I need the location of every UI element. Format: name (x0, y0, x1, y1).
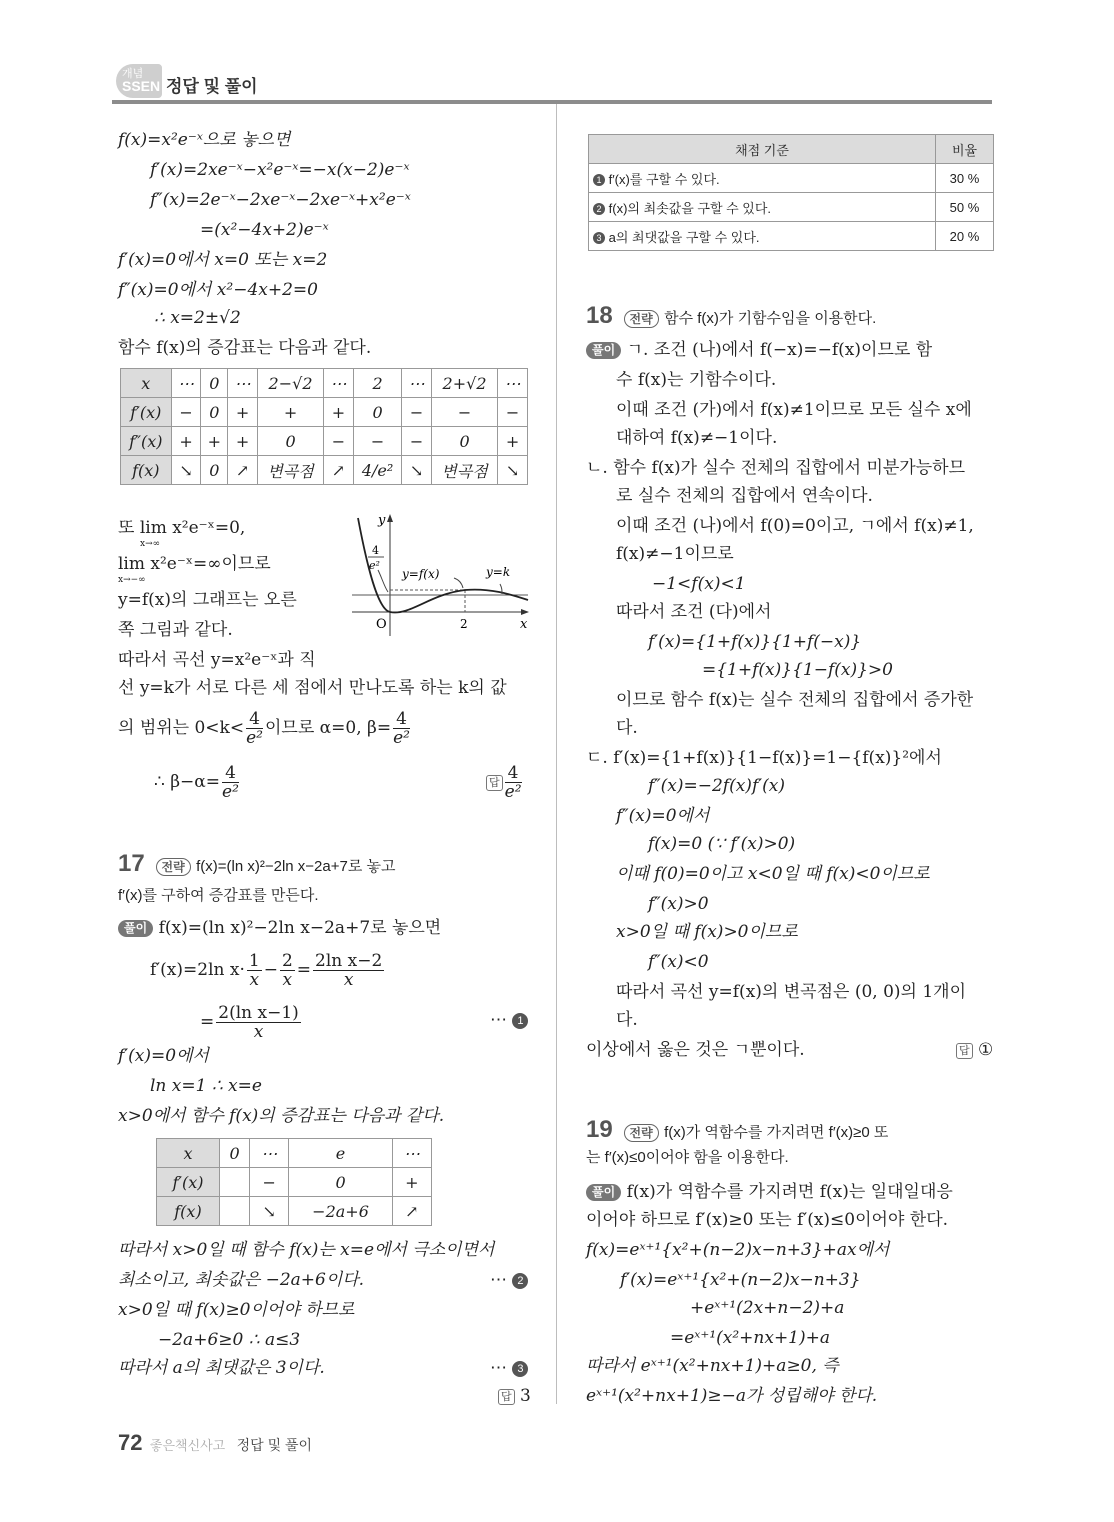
line: f′(x)=0에서 x=0 또는 x=2 (118, 250, 328, 270)
table-cell: 0 (219, 1139, 249, 1168)
line: 따라서 x>0일 때 함수 f(x)는 x=e에서 극소이면서 (118, 1240, 495, 1260)
axis-x-label: x (520, 617, 528, 632)
scoring-row: 2 f(x)의 최솟값을 구할 수 있다. 50 % (589, 193, 994, 222)
line: f″(x)=0에서 x²−4x+2=0 (118, 280, 318, 300)
line: x>0에서 함수 f(x)의 증감표는 다음과 같다. (118, 1106, 445, 1126)
right-column (586, 128, 996, 1418)
line: 이때 f(0)=0이고 x<0일 때 f(x)<0이므로 (616, 864, 930, 884)
table-cell: 0 (201, 456, 228, 485)
line: y=f(x)의 그래프는 오른 (118, 590, 297, 610)
scoring-table (588, 134, 994, 251)
line: 따라서 곡선 y=f(x)의 변곡점은 (0, 0)의 1개이 (616, 982, 967, 1002)
table-row (157, 1139, 432, 1168)
q18-header: 18 전략 함수 f(x)가 기함수임을 이용한다. (586, 302, 877, 329)
line: 따라서 조건 (다)에서 (616, 602, 772, 622)
table-cell: − (402, 427, 432, 456)
fraction-den: e² (369, 559, 380, 572)
line: 이므로 함수 f(x)는 실수 전체의 집합에서 증가한 (616, 690, 974, 710)
line: 다. (616, 1010, 638, 1030)
line: 풀이 f(x)=(ln x)²−2ln x−2a+7로 놓으면 (118, 916, 441, 940)
left-column (118, 128, 538, 1418)
table-row (121, 427, 528, 456)
page-header (112, 62, 992, 102)
header-title: 정답 및 풀이 (166, 77, 258, 96)
table-cell: ⋯ (228, 369, 258, 398)
line: 이상에서 옳은 것은 ㄱ뿐이다. (586, 1040, 805, 1060)
limit-sub: x→−∞ (118, 575, 146, 585)
footer-brand: 좋은책신사고 (149, 1438, 226, 1453)
table-cell: + (201, 427, 228, 456)
line: ln x=1 ∴ x=e (150, 1076, 262, 1096)
line: ∴ β−α= $\frac{4}{\text{e²}}$ (154, 763, 239, 802)
table-cell: + (171, 427, 201, 456)
line: ∴ x=2±√2 (154, 308, 241, 328)
table-cell: 변곡점 (258, 456, 324, 485)
table-cell: ↘ (498, 456, 528, 485)
table-cell: ↗ (392, 1197, 431, 1226)
table-cell: f′(x) (157, 1168, 220, 1197)
line: f″(x)>0 (648, 894, 709, 914)
table-cell: + (258, 398, 324, 427)
line: 다. (616, 718, 638, 738)
table-cell: + (498, 427, 528, 456)
table-cell: + (392, 1168, 431, 1197)
variation-table (120, 368, 528, 485)
line: −1<f(x)<1 (652, 574, 746, 594)
header-rule (112, 100, 992, 104)
page-number: 72 (118, 1430, 143, 1455)
table-cell: 0 (201, 369, 228, 398)
step-marker: ⋯ 2 (490, 1268, 528, 1292)
line: −2a+6≥0 ∴ a≤3 (158, 1330, 301, 1350)
line: f(x)=x²e⁻ˣ으로 놓으면 (118, 130, 291, 150)
line-label: y=k (486, 565, 511, 579)
line: =eˣ⁺¹(x²+nx+1)+a (670, 1328, 831, 1348)
line: 쪽 그림과 같다. (118, 620, 233, 640)
line: 또 lim x²e⁻ˣ=0, (118, 518, 246, 538)
line: lim x²e⁻ˣ=∞이므로 (118, 554, 271, 574)
line: 따라서 곡선 y=x²e⁻ˣ과 직 (118, 650, 316, 670)
step-marker: ⋯ 1 (490, 1008, 528, 1032)
table-cell: 0 (432, 427, 498, 456)
variation-table-2 (156, 1138, 432, 1226)
line: 따라서 a의 최댓값은 3이다. (118, 1358, 325, 1378)
line: 의 범위는 0<k< $\frac{4}{\text{e²}}$ 이므로 α=0, β= $\frac{4}{\text{e²}}$ (118, 709, 410, 748)
line: ㄷ. f′(x)={1+f(x)}{1−f(x)}=1−{f(x)}²에서 (586, 748, 942, 768)
table-cell: ↘ (402, 456, 432, 485)
table-cell: ⋯ (250, 1139, 289, 1168)
q17-header: 17 전략 f(x)=(ln x)²−2ln x−2a+7로 놓고 (118, 850, 396, 877)
line: +eˣ⁺¹(2x+n−2)+a (690, 1298, 845, 1318)
table-cell: e (289, 1139, 392, 1168)
line: 풀이 ㄱ. 조건 (나)에서 f(−x)=−f(x)이므로 함 (586, 338, 932, 362)
line: f″(x)=2e⁻ˣ−2xe⁻ˣ−2xe⁻ˣ+x²e⁻ˣ (150, 190, 411, 210)
scoring-header: 채점 기준 (589, 135, 936, 164)
table-cell: ⋯ (402, 369, 432, 398)
step-marker: ⋯ 3 (490, 1356, 528, 1380)
line: 선 y=k가 서로 다른 세 점에서 만나도록 하는 k의 값 (118, 678, 507, 698)
table-cell: ⋯ (498, 369, 528, 398)
line: f′(x)를 구하여 증감표를 만든다. (118, 887, 319, 904)
table-cell: + (228, 427, 258, 456)
line: x>0일 때 f(x)≥0이어야 하므로 (118, 1300, 355, 1320)
table-cell: ⋯ (392, 1139, 431, 1168)
table-cell: f(x) (121, 456, 172, 485)
table-cell: 4/e² (353, 456, 401, 485)
line: x>0일 때 f(x)>0이므로 (616, 922, 798, 942)
table-row (121, 369, 528, 398)
ratio-header: 비율 (936, 135, 994, 164)
table-row (121, 456, 528, 485)
table-cell: 0 (289, 1168, 392, 1197)
line: 함수 f(x)의 증감표는 다음과 같다. (118, 338, 372, 358)
table-row (157, 1197, 432, 1226)
table-cell: − (250, 1168, 289, 1197)
line: = $\frac{\text{2(ln x−1)}}{x}$ (200, 1003, 299, 1042)
table-cell: 2 (353, 369, 401, 398)
table-cell: − (432, 398, 498, 427)
answer: 답 3 (498, 1384, 531, 1408)
fraction: $\frac{4}{\text{e²}}$ (393, 709, 410, 748)
line: f″(x)=−2f(x)f′(x) (648, 776, 785, 796)
line: f′(x)=2ln x· $\frac{1}{x}$ − $\frac{2}{x}$ = $\frac{\text{2ln x−2}}{x}$ (150, 951, 383, 990)
table-cell: − (324, 427, 354, 456)
table-cell (219, 1168, 249, 1197)
line: 따라서 eˣ⁺¹(x²+nx+1)+a≥0, 즉 (586, 1356, 839, 1376)
fraction: $\frac{4}{\text{e²}}$ (246, 709, 263, 748)
brand-logo: 개념 SSEN (116, 64, 162, 98)
graph-figure (350, 512, 530, 638)
table-cell: − (498, 398, 528, 427)
line: f′(x)=eˣ⁺¹{x²+(n−2)x−n+3} (620, 1270, 861, 1290)
table-cell: f(x) (157, 1197, 220, 1226)
table-cell: 2−√2 (258, 369, 324, 398)
table-cell: ⋯ (171, 369, 201, 398)
line: 는 f′(x)≤0이어야 함을 이용한다. (586, 1149, 789, 1166)
table-cell (219, 1197, 249, 1226)
scoring-row: 3 a의 최댓값을 구할 수 있다. 20 % (589, 222, 994, 251)
answer: 답 ① (956, 1038, 993, 1062)
table-cell: 변곡점 (432, 456, 498, 485)
line: f″(x)=0에서 (616, 806, 710, 826)
line: 이어야 하므로 f′(x)≥0 또는 f′(x)≤0이어야 한다. (586, 1210, 949, 1230)
table-row (121, 398, 528, 427)
table-cell: f′(x) (121, 398, 172, 427)
page-footer (118, 1430, 418, 1460)
origin-label: O (376, 617, 387, 632)
line: 풀이 f(x)가 역함수를 가지려면 f(x)는 일대일대응 (586, 1180, 953, 1204)
axis-y-label: y (378, 513, 386, 528)
line: f′(x)={1+f(x)}{1+f(−x)} (648, 632, 862, 652)
line: f′(x)=0에서 (118, 1046, 209, 1066)
table-cell: ↘ (250, 1197, 289, 1226)
line: eˣ⁺¹(x²+nx+1)≥−a가 성립해야 한다. (586, 1386, 878, 1406)
scoring-row: 1 f′(x)를 구할 수 있다. 30 % (589, 164, 994, 193)
table-cell: ↗ (324, 456, 354, 485)
table-cell: ↗ (228, 456, 258, 485)
table-cell: f″(x) (121, 427, 172, 456)
fraction-num: 4 (372, 544, 379, 557)
line: ㄴ. 함수 f(x)가 실수 전체의 집합에서 미분가능하므 (586, 458, 965, 478)
table-cell: −2a+6 (289, 1197, 392, 1226)
table-cell: x (157, 1139, 220, 1168)
line: f′(x)=2xe⁻ˣ−x²e⁻ˣ=−x(x−2)e⁻ˣ (150, 160, 410, 180)
line: 이때 조건 (가)에서 f(x)≠1이므로 모든 실수 x에 (616, 400, 972, 420)
table-cell: 2+√2 (432, 369, 498, 398)
line: 수 f(x)는 기함수이다. (616, 370, 777, 390)
table-cell: − (353, 427, 401, 456)
line: 로 실수 전체의 집합에서 연속이다. (616, 486, 873, 506)
table-cell: + (324, 398, 354, 427)
table-cell: 0 (201, 398, 228, 427)
line: f(x)=0 (∵ f′(x)>0) (648, 834, 796, 854)
table-cell: − (402, 398, 432, 427)
curve-label: y=f(x) (402, 567, 440, 581)
line: f(x)≠−1이므로 (616, 544, 734, 564)
line: 최소이고, 최솟값은 −2a+6이다. (118, 1270, 365, 1290)
table-cell: + (228, 398, 258, 427)
fraction: $\frac{4}{\text{e²}}$ (222, 763, 239, 802)
q19-header: 19 전략 f(x)가 역함수를 가지려면 f′(x)≥0 또 (586, 1116, 889, 1143)
table-cell: x (121, 369, 172, 398)
answer: 답 $\frac{4}{\text{e²}}$ (486, 764, 524, 801)
limit-sub: x→∞ (140, 539, 161, 549)
table-cell: ↘ (171, 456, 201, 485)
column-divider (556, 104, 557, 1404)
table-row (157, 1168, 432, 1197)
line: 이때 조건 (나)에서 f(0)=0이고, ㄱ에서 f(x)≠1, (616, 516, 974, 536)
line: ={1+f(x)}{1−f(x)}>0 (702, 660, 893, 680)
table-cell: − (171, 398, 201, 427)
line: 대하여 f(x)≠−1이다. (616, 428, 778, 448)
tick-2: 2 (460, 617, 468, 631)
line: f(x)=eˣ⁺¹{x²+(n−2)x−n+3}+ax에서 (586, 1240, 890, 1260)
footer-text: 정답 및 풀이 (236, 1437, 313, 1453)
table-cell: 0 (258, 427, 324, 456)
line: =(x²−4x+2)e⁻ˣ (200, 220, 329, 240)
line: f″(x)<0 (648, 952, 709, 972)
table-cell: 0 (353, 398, 401, 427)
table-cell: ⋯ (324, 369, 354, 398)
